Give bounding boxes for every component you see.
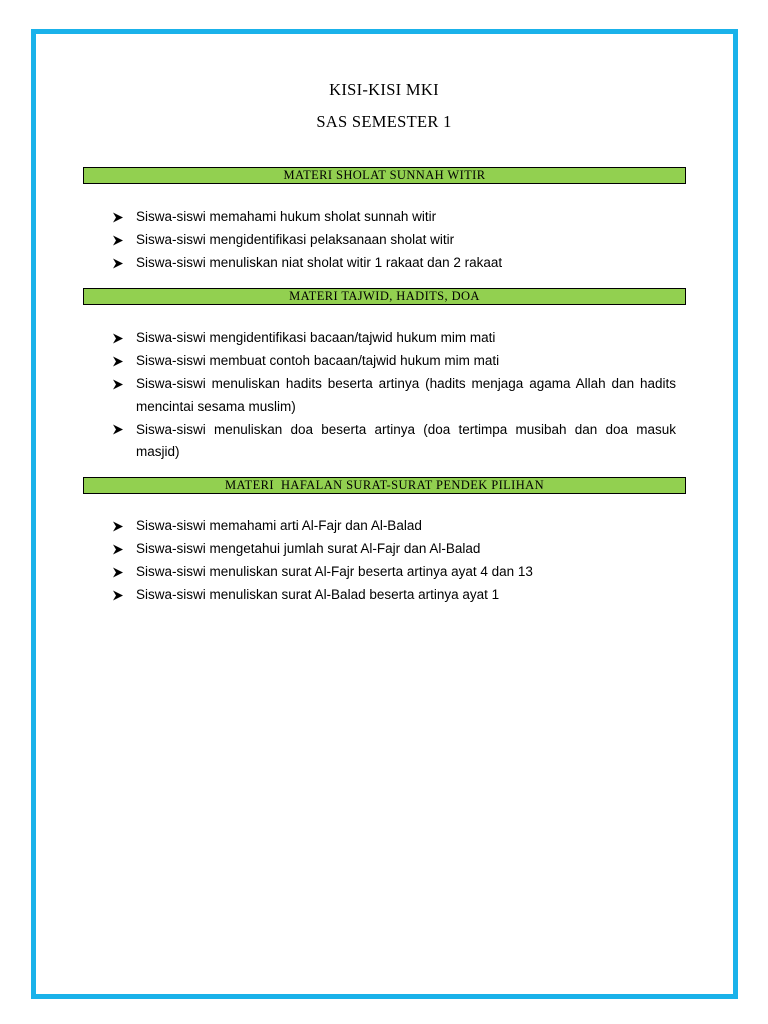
- arrowhead-bullet-icon: [112, 515, 128, 537]
- arrowhead-bullet-icon: [112, 538, 128, 560]
- list-item: [112, 419, 676, 464]
- list-item-text: Siswa-siswi menuliskan surat Al-Balad beserta artinya ayat 1: [136, 587, 500, 602]
- section-heading-hafalan-surat: MATERI HAFALAN SURAT-SURAT PENDEK PILIHAN: [83, 477, 686, 494]
- list-item: [112, 206, 676, 229]
- list-item-text: Siswa-siswi memahami hukum sholat sunnah witir: [136, 209, 437, 224]
- list-item: [112, 350, 676, 373]
- list-item-text: Siswa-siswi menuliskan niat sholat witir 1 rakaat dan 2 rakaat: [136, 255, 503, 270]
- list-item: [112, 515, 676, 538]
- section-heading-tajwid-hadits-doa: MATERI TAJWID, HADITS, DOA: [83, 288, 686, 305]
- arrowhead-bullet-icon: [112, 584, 128, 606]
- list-item-text: Siswa-siswi menuliskan hadits beserta artinya (hadits menjaga agama Allah dan hadits mencintai sesama muslim): [136, 376, 676, 414]
- section-list-sholat-witir: [112, 206, 676, 275]
- list-item: [112, 229, 676, 252]
- list-item-text: Siswa-siswi mengetahui jumlah surat Al-Fajr dan Al-Balad: [136, 541, 481, 556]
- arrowhead-bullet-icon: [112, 229, 128, 251]
- arrowhead-bullet-icon: [112, 350, 128, 372]
- section-heading-sholat-witir: MATERI SHOLAT SUNNAH WITIR: [83, 167, 686, 184]
- list-item-text: Siswa-siswi mengidentifikasi bacaan/tajwid hukum mim mati: [136, 330, 496, 345]
- list-item-text: Siswa-siswi membuat contoh bacaan/tajwid hukum mim mati: [136, 353, 500, 368]
- list-item-text: Siswa-siswi menuliskan surat Al-Fajr beserta artinya ayat 4 dan 13: [136, 564, 533, 579]
- list-item: [112, 373, 676, 418]
- arrowhead-bullet-icon: [112, 419, 128, 441]
- list-item: [112, 327, 676, 350]
- list-item: [112, 538, 676, 561]
- arrowhead-bullet-icon: [112, 327, 128, 349]
- list-item-text: Siswa-siswi mengidentifikasi pelaksanaan sholat witir: [136, 232, 455, 247]
- section-list-tajwid-hadits-doa: [112, 327, 676, 464]
- section-list-hafalan-surat: [112, 515, 676, 607]
- arrowhead-bullet-icon: [112, 252, 128, 274]
- list-item-text: Siswa-siswi menuliskan doa beserta artinya (doa tertimpa musibah dan doa masuk masjid): [136, 421, 676, 459]
- document-subtitle: SAS SEMESTER 1: [316, 112, 452, 131]
- arrowhead-bullet-icon: [112, 373, 128, 395]
- list-item-text: Siswa-siswi memahami arti Al-Fajr dan Al-Balad: [136, 518, 422, 533]
- list-item: [112, 584, 676, 607]
- list-item: [112, 561, 676, 584]
- arrowhead-bullet-icon: [112, 206, 128, 228]
- arrowhead-bullet-icon: [112, 561, 128, 583]
- document-title: KISI-KISI MKI: [329, 80, 439, 99]
- list-item: [112, 252, 676, 275]
